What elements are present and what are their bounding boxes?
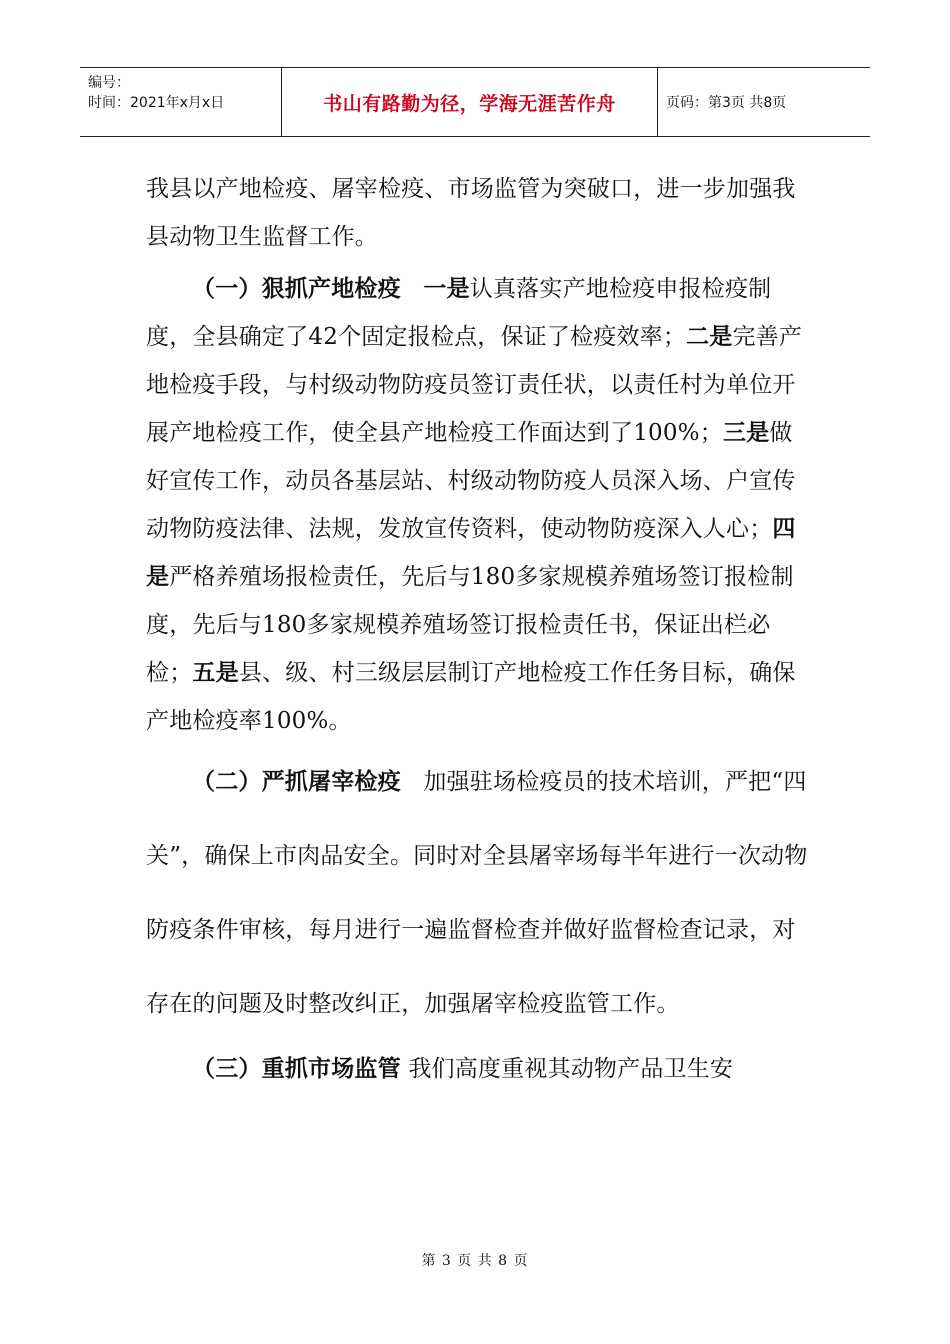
section-1-text-5: 县、级、村三级层层制订产地检疫工作任务目标，确保产地检疫率100%。: [146, 660, 796, 734]
section-1-paragraph: [146, 265, 810, 745]
keyword-1: 一是: [423, 276, 470, 302]
section-3-text: 我们高度重视其动物产品卫生安: [408, 1056, 734, 1082]
section-1-text-3: 做好宣传工作，动员各基层站、村级动物防疫人员深入场、户宣传动物防疫法律、法规，发放宣传资料，使动物防疫深入人心；: [146, 420, 796, 542]
intro-text: 我县以产地检疫、屠宰检疫、市场监管为突破口，进一步加强我县动物卫生监督工作。: [146, 176, 796, 250]
section-3-heading: （三）重抓市场监管: [192, 1056, 401, 1082]
section-1-heading: （一）狠抓产地检疫: [192, 276, 401, 302]
intro-paragraph: [146, 165, 810, 261]
section-1-text-4: 严格养殖场报检责任，先后与180多家规模养殖场签订报检制度，先后与180多家规模养殖场签订报检责任书，保证出栏必检；: [146, 564, 794, 686]
keyword-3: 三是: [722, 420, 770, 446]
number-label: 编号：: [88, 75, 130, 91]
section-1-text-2: 完善产地检疫手段，与村级动物防疫员签订责任状，以责任村为单位开展产地检疫工作，使全县产地检疫工作面达到了100%；: [146, 324, 803, 446]
keyword-5: 五是: [192, 660, 239, 686]
header-motto: 书山有路勤为径，学海无涯苦作舟: [282, 68, 658, 136]
section-2-text: 加强驻场检疫员的技术培训，严把“四关”，确保上市肉品安全。同时对全县屠宰场每半年进行一次动物防疫条件审核，每月进行一遍监督检查并做好监督检查记录，对存在的问题及时整改纠正，加强屠宰检疫监管工作。: [146, 769, 808, 1017]
header-meta: [80, 68, 282, 136]
header-page-info: 页码：第3页 共8页: [666, 95, 787, 111]
section-2-paragraph: [146, 745, 810, 1041]
section-2-heading: （二）严抓屠宰检疫: [192, 769, 401, 795]
section-1-text-1: 认真落实产地检疫申报检疫制度，全县确定了42个固定报检点，保证了检疫效率；: [146, 276, 772, 350]
keyword-2: 二是: [686, 324, 733, 350]
time-label: 时间：2021年x月x日: [88, 95, 225, 111]
header-table: [80, 67, 870, 137]
page-footer: 第 3 页 共 8 页: [421, 1253, 529, 1269]
document-body: [146, 165, 810, 1093]
keyword-4: 四是: [146, 516, 796, 590]
section-3-paragraph: [146, 1045, 810, 1093]
